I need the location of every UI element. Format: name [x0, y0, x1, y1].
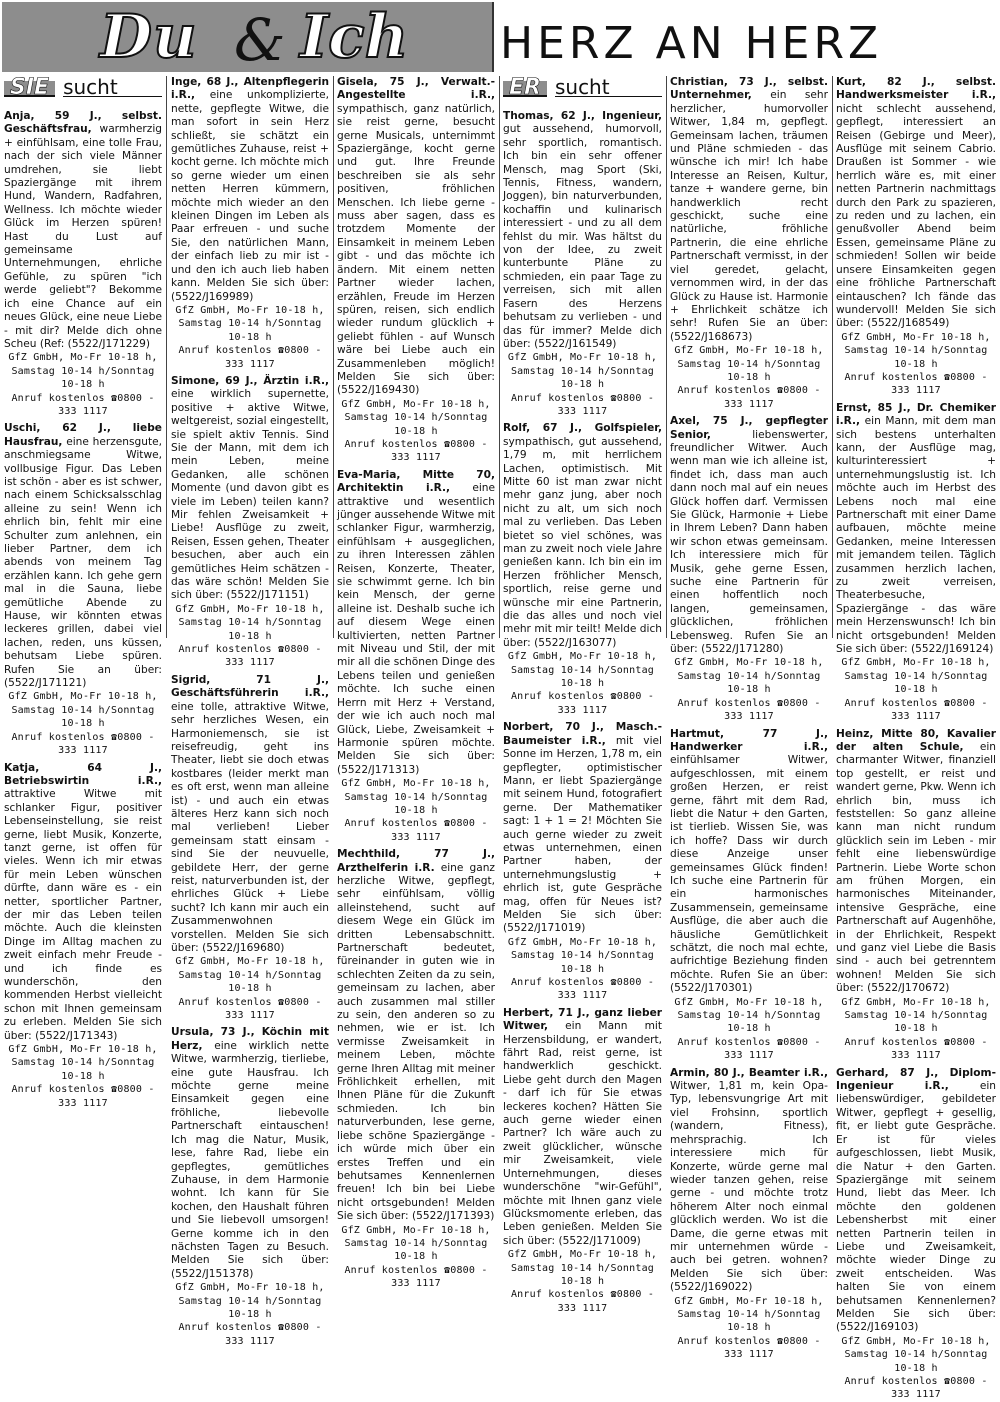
contact-line-2: Samstag 10-14 h/Sonntag 10-18 h — [844, 345, 988, 370]
contact-free-call: Anruf kostenlos — [677, 697, 771, 709]
contact-line-1: GfZ GmbH, Mo-Fr 10-18 h, — [341, 398, 491, 410]
ad-reference: (5522/J171019) — [503, 922, 586, 935]
ad-body: mit viel Sonne im Herzen, 1,78 m, ein gepflegter, optimistischer Mann, er liebt Spaziergänge mit seinem Hund, fotografiert gerne. Der Mathematiker sagt: 1 + 1 = 2! Möchten Sie auch gerne wieder zu zweit etwas unternehmen, einen Partner haben, der unternehmungslustig + ehrlich ist, gute Gespräche mag, offen für Neues ist? Melden Sie sich über: — [503, 734, 662, 921]
contact-line-3 — [670, 697, 828, 724]
contact-line-3 — [836, 1375, 996, 1402]
contact-free-call: Anruf kostenlos — [844, 697, 938, 709]
personal-ad — [337, 469, 495, 844]
contact-phone: 0800 - 333 1117 — [391, 438, 488, 464]
ad-reference: (5522/J171280) — [701, 643, 784, 656]
contact-line-3 — [503, 690, 662, 717]
ad-body: sympathisch, gut aussehend, 1,79 m, mit herrlichem Lachen, optimistisch. Mit Mitte 60 ist man zwar nicht mehr ganz jung, aber noch nicht zu alt, um sich noch mal zu verlieben. Das Leben bietet so viel schönes, was man zu zweit noch viele Jahre genießen kann. Ich bin ein im Herzen fröhlicher Mensch, sportlich, reise gerne und wünsche mir eine Partnerin, die das alles und noch viel mehr mit mir teilt! Melde dich über: — [503, 435, 662, 649]
contact-free-call: Anruf kostenlos — [344, 818, 438, 830]
contact-phone: 0800 - 333 1117 — [891, 1376, 988, 1401]
phone-icon: ☎ — [437, 1264, 451, 1276]
ad-text-block — [337, 469, 495, 777]
ad-text-block — [4, 762, 162, 1044]
ad-text-block — [503, 422, 662, 650]
contact-line-1: GfZ GmbH, Mo-Fr 10-18 h, — [507, 352, 658, 364]
ad-headline: Eva-Maria, Mitte 70, Architektin i.R., — [337, 468, 495, 495]
contact-line-2: Samstag 10-14 h/Sonntag 10-18 h — [844, 670, 988, 696]
ad-headline: Mechthild, 77 J., Arzthelferin i.R. — [337, 848, 495, 874]
ad-text-block — [836, 728, 996, 996]
ad-headline: Rolf, 67 J., Golfspieler, — [503, 422, 662, 435]
personal-ad — [4, 110, 162, 418]
contact-line-3 — [4, 392, 162, 419]
contact-phone: 0800 - 333 1117 — [225, 345, 322, 370]
column-er-3 — [836, 76, 997, 1401]
ad-text-block — [337, 76, 495, 398]
ad-reference: (5522/J169103) — [836, 1321, 919, 1334]
contact-line-2: Samstag 10-14 h/Sonntag 10-18 h — [178, 318, 322, 343]
contact-line-2: Samstag 10-14 h/Sonntag 10-18 h — [677, 358, 821, 383]
personal-ad — [836, 1067, 996, 1402]
contact-line-2: Samstag 10-14 h/Sonntag 10-18 h — [344, 1237, 488, 1263]
contact-line-1: GfZ GmbH, Mo-Fr 10-18 h, — [175, 603, 325, 615]
personal-ad — [503, 110, 662, 418]
ad-body: eine herzensgute, anschmiegsame Witwe, vollbusige Figur. Das Leben ist schön - aber es ist schwer, nach einem Schicksalsschlag alleine zu sein! Wenn ich ehrlich bin, fehlt mir eine Schulter zum anlehnen, ein lieber Partner, dem ich abends von meinem Tag erzählen kann. Ich gehe gern mal in die Sauna, liebe gemütliche Abende zu Hause, wir könnten etwas leckeres grillen, dabei viel lachen, reden, uns küssen, behutsam Liebe spüren. Rufen Sie an über: — [4, 435, 163, 676]
ad-text-block — [171, 375, 329, 603]
personal-ad — [171, 375, 329, 670]
contact-line-3 — [836, 1036, 996, 1063]
ad-headline: Gisela, 75 J., Verwalt.-Angestellte i.R., — [337, 76, 495, 102]
contact-line-2: Samstag 10-14 h/Sonntag 10-18 h — [344, 791, 488, 816]
contact-phone: 0800 - 333 1117 — [391, 818, 488, 843]
phone-icon: ☎ — [271, 1322, 285, 1334]
contact-free-call: Anruf kostenlos — [510, 1289, 605, 1301]
contact-free-call: Anruf kostenlos — [178, 1322, 272, 1334]
ad-reference: (5522/J169680) — [202, 942, 285, 954]
personal-ad — [503, 721, 662, 1003]
ad-reference: (5522/J163077) — [534, 636, 617, 649]
contact-line-2: Samstag 10-14 h/Sonntag 10-18 h — [677, 1308, 821, 1334]
ad-reference: (5522/J169124) — [911, 643, 994, 656]
ad-body: Witwer, 1,81 m, kein Opa-Typ, lebensvungrige Art mit viel Frohsinn, sportlich (wandern, Fitness), mehrsprachig. Ich interessiere mich für Konzerte, würde gerne mal wieder tanzen gehen, reise gerne - und möchte trotz höherem Alter noch einmal glücklich werden. Wo ist die Dame, die gerne etwas mit mir unternehmen würde - auch bei getren. wohnen? Melden Sie sich über: — [670, 1080, 828, 1280]
column-divider — [166, 76, 167, 638]
personal-ad — [836, 402, 996, 724]
ad-headline: Kurt, 82 J., selbst. Handwerksmeister i.R., — [836, 76, 996, 102]
masthead-du: Du — [100, 2, 198, 72]
contact-line-1: GfZ GmbH, Mo-Fr 10-18 h, — [841, 1335, 991, 1347]
ad-body: liebenswerter, freundlicher Witwer. Auch wenn man wie ich alleine ist, findet ich, dass man auch dann noch mal auf ein neues Glück hoffen darf. Vermissen Sie Glück, Harmonie + Liebe in Ihrem Leben? Dann haben wir schon etwas gemeinsam. Ich interessiere mich für Musik, gehe gerne Essen, suche eine Partnerin für einen hoffentlich noch langen, gemeinsamen, glücklichen, fröhlichen Lebensweg. Rufen Sie an über: — [670, 428, 828, 656]
contact-line-3 — [503, 976, 662, 1003]
phone-icon: ☎ — [937, 1036, 951, 1048]
contact-phone: 0800 - 333 1117 — [724, 697, 821, 723]
phone-icon: ☎ — [604, 977, 617, 988]
ad-reference: (5522/J171009) — [558, 1234, 641, 1247]
ad-text-block — [171, 1026, 329, 1281]
contact-line-1: GfZ GmbH, Mo-Fr 10-18 h, — [674, 996, 824, 1008]
contact-line-2: Samstag 10-14 h/Sonntag 10-18 h — [178, 1295, 322, 1320]
contact-line-3 — [171, 344, 329, 371]
contact-line-2: Samstag 10-14 h/Sonntag 10-18 h — [344, 412, 488, 437]
ad-text-block — [171, 76, 329, 304]
personal-ad — [670, 1067, 828, 1362]
contact-line-2: Samstag 10-14 h/Sonntag 10-18 h — [677, 670, 821, 696]
ad-headline: Armin, 80 J., Beamter i.R., — [670, 1066, 828, 1079]
contact-line-1: GfZ GmbH, Mo-Fr 10-18 h, — [8, 691, 158, 703]
ad-headline: Ernst, 85 J., Dr. Chemiker i.R., — [836, 401, 996, 428]
er-tag: ER — [503, 81, 547, 96]
ad-reference: (5522/J171313) — [337, 763, 420, 776]
ad-reference: (5522/J169989) — [171, 290, 254, 303]
contact-line-3 — [836, 371, 996, 398]
ad-body: ein sehr herzlicher, humorvoller Witwer, 1,84 m, gepflegt. Gemeinsam lachen, träumen und Pläne schmieden - das wünsche ich mir! Ich habe Interesse an Reisen, Kultur, tanze + wandere gerne, bin handwerklich recht geschickt, suche eine natürliche, fröhliche Partnerin, die eine ehrliche Partnerschaft vermisst, in der viel geredet, gelacht, vernommen wird, in der das Glück zu Hause ist. Harmonie + Ehrlichkeit schätze ich sehr! Rufen Sie an über: — [670, 89, 828, 330]
personal-ad — [337, 76, 495, 465]
ad-headline: Anja, 59 J., selbst. Geschäftsfrau, — [4, 110, 162, 136]
ad-body: ein charmanter Witwer, finanziell top gestellt, er reist und wandert gerne, Pkw. Wenn ich ehrlich bin, muss ich feststellen: So ganz alleine kann man nicht rundum glücklich sein im Leben - mir fehlt eine liebenswürdige Partnerin. Liebe Worte schon am frühen Morgen, ein harmonisches Miteinander, intensive Gespräche, eine Partnerschaft auf Augenhöhe, in der Ehrlichkeit, Respekt und ganz viel Liebe die Basis sind - auch bei getrenntem wohnen! Melden Sie sich über: — [836, 740, 996, 995]
ad-text-block — [836, 1067, 996, 1335]
masthead-ich: Ich — [300, 2, 409, 72]
sie-sucht-header — [4, 76, 162, 102]
personal-ad — [836, 76, 996, 398]
contact-line-1: GfZ GmbH, Mo-Fr 10-18 h, — [841, 657, 991, 669]
ad-text-block — [337, 848, 495, 1223]
ad-body: ein Mann, mit dem man sich bestens unterhalten kann, der Ausflüge mag, kulturinteressiert + unternehmungslustig ist. Ich möchte auch im Herbst des Lebens noch mal eine Partnerschaft mit einer Dame aufbauen, möchte meine Gedanken, meine Interessen mit jemandem teilen. Täglich zusammen herzlich lachen, zu zweit verreisen, Theaterbesuche, Spaziergänge - das wäre mein Herzenswunsch! Ich bin nicht ortsgebunden! Melden Sie sich über: — [836, 415, 997, 656]
ad-reference: (5522/J168549) — [867, 317, 950, 330]
contact-free-call: Anruf kostenlos — [844, 371, 938, 383]
sie-tag: SIE — [4, 81, 55, 96]
personal-ad — [670, 415, 828, 723]
ad-reference: (5522/J171121) — [4, 677, 87, 690]
ad-body: eine tolle, attraktive Witwe, sehr herzliches Wesen, ein Harmoniemensch, sie ist reisefreudig, geht ins Theater, liebt sie doch etwas kostbares (leider merkt man es oft erst, wenn man alleine ist) - und auch ein etwas älteres Herz kann sich noch mal verlieben! Lieber gemeinsam statt einsam - sind Sie der neuvuelle, gebildete Herr, der gerne reist, naturverbunden ist, der ehrliches Glück + Liebe sucht? Ich kann mir auch ein Zusammenwohnen vorstellen. Melden Sie sich über: — [171, 700, 329, 954]
contact-line-2: Samstag 10-14 h/Sonntag 10-18 h — [11, 704, 155, 730]
phone-icon: ☎ — [770, 1036, 784, 1048]
contact-line-3 — [4, 731, 162, 758]
masthead-ampersand: & — [234, 6, 286, 74]
contact-line-1: GfZ GmbH, Mo-Fr 10-18 h, — [175, 956, 325, 968]
contact-phone: 0800 - 333 1117 — [58, 1084, 155, 1109]
contact-phone: 0800 - 333 1117 — [225, 644, 322, 669]
contact-line-2: Samstag 10-14 h/Sonntag 10-18 h — [11, 1057, 155, 1082]
ad-headline: Ursula, 73 J., Köchin mit Herz, — [171, 1026, 329, 1052]
ad-text-block — [503, 721, 662, 936]
contact-free-call: Anruf kostenlos — [178, 996, 272, 1008]
contact-line-3 — [337, 438, 495, 465]
contact-free-call: Anruf kostenlos — [11, 392, 105, 404]
contact-line-3 — [503, 392, 662, 419]
contact-line-3 — [337, 1264, 495, 1291]
ad-headline: Axel, 75 J., gepflegter Senior, — [670, 415, 828, 441]
ad-headline: Herbert, 71 J., ganz lieber Witwer, — [503, 1006, 662, 1033]
ad-reference: (5522/J171151) — [226, 589, 309, 602]
ad-body: ein liebenswürdiger, gebildeter Witwer, gepflegt + gesellig, fit, er liebt gute Gespräche. Er ist für vieles aufgeschlossen, liebt Musik, die Natur + den Garten. Spaziergänge mit seinem Hund, liebt das Meer. Ich möchte den goldenen Lebensherbst mit einer netten Partnerin teilen in Liebe und Zweisamkeit, möchte wieder Dinge zu zweit entscheiden. Was halten Sie von einem behutsamen Kennenlernen? Melden Sie sich über: — [836, 1080, 996, 1320]
phone-icon: ☎ — [937, 1376, 951, 1387]
ad-text-block — [503, 110, 662, 351]
ad-body: eine wirklich supernette, positive + aktive Witwe, weltgereist, sozial eingestellt, sie spielt aktiv Tennis. Sind Sie der Mann, mit dem ich mein Leben, meine Gedanken, alle schönen Momente (und davon gibt es viele im Leben) teilen kann? Mir fehlen Zweisamkeit + Liebe! Ausflüge zu zweit, Reisen, Essen gehen, Theater besuchen, aber auch ein gemütliches Heim schätzen - das wäre schön! Melden Sie sich über: — [171, 388, 329, 602]
contact-line-3 — [670, 1036, 828, 1063]
contact-line-1: GfZ GmbH, Mo-Fr 10-18 h, — [507, 936, 658, 948]
contact-free-call: Anruf kostenlos — [510, 977, 605, 988]
phone-icon: ☎ — [770, 697, 784, 709]
ad-body: einfühlsamer Witwer, aufgeschlossen, mit einem großen Herzen, er reist gerne, fährt mit dem Rad, liebt die Natur + den Garten, ist tierlieb. Wissen Sie, was ich hoffe? Dass wir durch diese Anzeige unser gemeinsames Glück finden! Ich suche eine Partnerin für ein harmonisches Zusammensein, gemeinsame Ausflüge, die aber auch die häusliche Gemütlichkeit schätzt, die noch mal echte, aufrichtige Beziehung finden möchte. Rufen Sie an über: — [670, 754, 828, 981]
contact-line-2: Samstag 10-14 h/Sonntag 10-18 h — [178, 617, 322, 642]
phone-icon: ☎ — [104, 1084, 118, 1096]
contact-line-1: GfZ GmbH, Mo-Fr 10-18 h, — [341, 778, 491, 790]
contact-phone: 0800 - 333 1117 — [724, 1036, 821, 1062]
personal-ad — [503, 422, 662, 717]
contact-free-call: Anruf kostenlos — [11, 1084, 105, 1096]
ad-headline: Simone, 69 J., Ärztin i.R., — [171, 374, 329, 387]
sie-sucht-label: sucht — [63, 81, 162, 96]
contact-line-1: GfZ GmbH, Mo-Fr 10-18 h, — [674, 1295, 824, 1307]
contact-phone: 0800 - 333 1117 — [891, 371, 988, 397]
ad-text-block — [836, 402, 996, 657]
phone-icon: ☎ — [437, 818, 451, 830]
contact-free-call: Anruf kostenlos — [178, 644, 272, 656]
ad-body: attraktive Witwe mit schlanker Figur, positiver Lebenseinstellung, sie reist gerne, liebt Musik, Konzerte, tanzt gerne, ist offen für vieles. Wenn ich mir etwas für mein Leben wünschen dürfte, dann wäre es - ein netter, sportlicher Partner, der mir das Leben teilen möchte. Auch die kleinsten Dinge im Alltag machen zu zweit einfach mehr Freude - und ich finde es wunderschön, den kommenden Herbst vielleicht schon mit Ihnen gemeinsam zu erleben. Melden Sie sich über: — [4, 788, 162, 1042]
ad-headline: Norbert, 70 J., Masch.-Baumeister i.R., — [503, 721, 662, 747]
column-divider — [666, 76, 667, 638]
contact-line-2: Samstag 10-14 h/Sonntag 10-18 h — [510, 664, 655, 690]
ad-headline: Hartmut, 77 J., Handwerker i.R., — [670, 727, 828, 753]
ad-text-block — [836, 76, 996, 331]
contact-phone: 0800 - 333 1117 — [225, 1322, 322, 1347]
contact-phone: 0800 - 333 1117 — [891, 1036, 988, 1062]
contact-line-1: GfZ GmbH, Mo-Fr 10-18 h, — [841, 996, 991, 1008]
contact-line-2: Samstag 10-14 h/Sonntag 10-18 h — [844, 1349, 988, 1374]
personal-ad — [4, 762, 162, 1111]
ad-reference: (5522/J151378) — [171, 1267, 254, 1280]
personal-ad — [670, 76, 828, 411]
ad-text-block — [670, 415, 828, 656]
masthead-banner — [2, 2, 494, 72]
contact-line-3 — [171, 643, 329, 670]
contact-line-1: GfZ GmbH, Mo-Fr 10-18 h, — [841, 331, 991, 343]
phone-icon: ☎ — [604, 392, 617, 404]
ad-text-block — [670, 76, 828, 344]
column-sie-1 — [4, 75, 163, 1109]
contact-line-1: GfZ GmbH, Mo-Fr 10-18 h, — [674, 657, 824, 669]
contact-line-2: Samstag 10-14 h/Sonntag 10-18 h — [510, 1262, 655, 1287]
contact-free-call: Anruf kostenlos — [510, 691, 605, 703]
er-sucht-label: sucht — [555, 81, 662, 96]
contact-free-call: Anruf kostenlos — [11, 731, 105, 743]
contact-line-1: GfZ GmbH, Mo-Fr 10-18 h, — [674, 345, 824, 357]
ad-headline: Sigrid, 71 J., Geschäftsführerin i.R., — [171, 673, 329, 700]
ad-headline: Uschi, 62 J., liebe Hausfrau, — [4, 422, 162, 448]
ad-reference: (5522/J171393) — [412, 1210, 495, 1223]
contact-phone: 0800 - 333 1117 — [724, 1335, 821, 1361]
contact-free-call: Anruf kostenlos — [844, 1036, 938, 1048]
column-er-2 — [670, 76, 828, 1361]
contact-line-3 — [670, 384, 828, 411]
ad-body: eine attraktive und wesentlich jünger aussehende Witwe mit schlanker Figur, warmherzig, einfühlsam + ausgeglichen, zu ihren Interessen zählen Reisen, Konzerte, Theater, sie schwimmt gerne. Ich bin kein Mensch, der gerne alleine ist. Deshalb suche ich auf diesem Wege einen kultivierten, netten Partner mit Niveau und Stil, der mit mir all die schönen Dinge des Lebens teilen und genießen möchte. Ich suche einen Herrn mit Herz + Verstand, der wie ich auch noch mal Glück, Liebe, Zweisamkeit + Harmonie spüren möchte. Melden Sie sich über: — [337, 482, 496, 763]
phone-icon: ☎ — [604, 1289, 617, 1301]
personal-ad — [171, 76, 329, 371]
contact-line-2: Samstag 10-14 h/Sonntag 10-18 h — [510, 365, 655, 391]
contact-phone: 0800 - 333 1117 — [557, 691, 655, 716]
personal-ad — [503, 1007, 662, 1315]
contact-line-1: GfZ GmbH, Mo-Fr 10-18 h, — [507, 1249, 658, 1261]
contact-free-call: Anruf kostenlos — [677, 1036, 771, 1048]
phone-icon: ☎ — [271, 996, 285, 1008]
contact-free-call: Anruf kostenlos — [844, 1376, 938, 1387]
ad-reference: (5522/J171343) — [35, 1029, 118, 1042]
contact-free-call: Anruf kostenlos — [510, 392, 605, 404]
ad-body: eine ganz herzliche Witwe, gepflegt, sehr einfühlsam, völlig alleinstehend, sucht auf diesem Wege ein Glück im dritten Lebensabschnitt. Partnerschaft bedeutet, füreinander in guten wie in schlechten Zeiten da zu sein, gemeinsam zu lachen, aber auch zusammen mal stiller zu sein, den anderen so zu nehmen, wie er ist. Ich vermisse Zweisamkeit in meinem Leben, möchte gerne Ihren Alltag mit meiner Fröhlichkeit erhellen, mit Ihnen Pläne für die Zukunft schmieden. Ich bin naturverbunden, lese gerne, liebe schöne Spaziergänge - ich würde mich über ein erstes Treffen und ein behutsames Kennenlernen freuen! Ich bin bei Liebe nicht ortsgebunden! Melden Sie sich über: — [337, 861, 495, 1223]
phone-icon: ☎ — [271, 644, 285, 656]
column-sie-3 — [337, 76, 496, 1290]
contact-phone: 0800 - 333 1117 — [557, 392, 655, 417]
phone-icon: ☎ — [104, 731, 118, 743]
ad-headline: Gerhard, 87 J., Diplom-Ingenieur i.R., — [836, 1066, 996, 1093]
contact-line-3 — [4, 1083, 162, 1110]
contact-line-2: Samstag 10-14 h/Sonntag 10-18 h — [677, 1010, 821, 1035]
contact-line-1: GfZ GmbH, Mo-Fr 10-18 h, — [341, 1224, 491, 1236]
contact-free-call: Anruf kostenlos — [344, 1264, 438, 1276]
contact-phone: 0800 - 333 1117 — [557, 1289, 655, 1314]
contact-line-3 — [171, 996, 329, 1023]
phone-icon: ☎ — [437, 438, 451, 450]
personal-ad — [171, 1026, 329, 1348]
personal-ad — [670, 728, 828, 1063]
ad-body: sympathisch, ganz natürlich, sie reist gerne, besucht gerne Musicals, unternimmt Spaziergänge, kocht gerne und gut. Ihre Freunde beschreiben sie als sehr positiven, fröhlichen Menschen. Ich liebe gerne - muss aber sagen, dass es trotzdem Momente der Einsamkeit in meinem Leben gibt - und das möchte ich ändern. Mit einem netten Partner wieder lachen, erzählen, Freude im Herzen spüren, reisen, sich endlich wieder rundum glücklich + geliebt fühlen - auf Wunsch wäre bei Liebe auch ein Zusammenleben möglich! Melden Sie sich über: — [337, 102, 495, 383]
contact-phone: 0800 - 333 1117 — [225, 996, 322, 1022]
phone-icon: ☎ — [937, 697, 951, 709]
ad-text-block — [670, 1067, 828, 1295]
personal-ad — [4, 422, 162, 757]
ad-body: warmherzig + einfühlsam, eine tolle Frau, nach der sich viele Männer umdrehen, sie liebt Spaziergänge mit ihrem Hund, Wandern, Radfahren, Wellness. Ich möchte wieder Glück im Herzen spüren! Hast du Lust auf gemeinsame Unternehmungen, ehrliche Gefühle, zu spüren "ich werde geliebt"? Bekomme ich eine Chance auf ein neues Glück, eine neue Liebe - mit dir? Melde dich ohne Scheu (Ref: (5522/J171229) — [4, 123, 162, 350]
contact-line-1: GfZ GmbH, Mo-Fr 10-18 h, — [8, 1044, 158, 1056]
ad-text-block — [670, 728, 828, 996]
contact-phone: 0800 - 333 1117 — [58, 731, 155, 757]
contact-line-3 — [503, 1288, 662, 1315]
phone-icon: ☎ — [604, 691, 617, 703]
contact-line-2: Samstag 10-14 h/Sonntag 10-18 h — [844, 1010, 988, 1035]
ad-reference: (5522/J170672) — [867, 982, 950, 995]
contact-phone: 0800 - 333 1117 — [58, 392, 155, 417]
ad-headline: Christian, 73 J., selbst. Unternehmer, — [670, 76, 828, 102]
contact-phone: 0800 - 333 1117 — [891, 697, 988, 723]
column-sie-2 — [171, 76, 330, 1347]
contact-phone: 0800 - 333 1117 — [391, 1264, 488, 1290]
contact-line-2: Samstag 10-14 h/Sonntag 10-18 h — [178, 969, 322, 995]
contact-line-1: GfZ GmbH, Mo-Fr 10-18 h, — [8, 352, 158, 364]
ad-body: gut aussehend, humorvoll, sehr sportlich, romantisch. Ich bin ein sehr offener Mensch, mag Sport (Ski, Tennis, Fitness, wandern, Joggen), bin naturverbunden, kochaffin und kulinarisch interessiert - und zu all dem fehlst du mir. Was hältst du von der Idee, zu zweit kunterbunte Pläne zu schmieden, ein paar Tage zu verreisen, sich mit allen Fasern des Herzens behutsam zu verlieben - und das für immer? Melde dich über: — [503, 123, 662, 350]
ad-headline: Inge, 68 J., Altenpflegerin i.R., — [171, 76, 329, 102]
contact-line-2: Samstag 10-14 h/Sonntag 10-18 h — [11, 365, 155, 391]
column-er-1 — [503, 75, 663, 1314]
ad-reference: (5522/J170301) — [670, 982, 753, 995]
ad-body: eine unkomplizierte, nette, gepflegte Witwe, die man sofort in sein Herz schließt, sie schätzt ein gemütliches Zuhause, reist + kocht gerne. Ich möchte mich so gerne wieder um einen netten Herren kümmern, möchte mich wieder an den kleinen Dingen im Leben als Paar erfreuen - und suche Sie, den natürlichen Mann, der einfach lieb zu mir ist - und den ich auch lieb haben kann. Melden Sie sich über: — [171, 89, 330, 290]
phone-icon: ☎ — [770, 385, 784, 397]
contact-free-call: Anruf kostenlos — [344, 438, 438, 450]
phone-icon: ☎ — [271, 345, 285, 357]
contact-free-call: Anruf kostenlos — [178, 345, 272, 357]
ad-text-block — [503, 1007, 662, 1248]
phone-icon: ☎ — [937, 371, 951, 383]
ad-reference: (5522/J168673) — [670, 330, 753, 343]
masthead — [0, 0, 1000, 76]
ad-headline: Heinz, Mitte 80, Kavalier der alten Schule, — [836, 727, 996, 753]
ad-text-block — [171, 674, 329, 956]
personal-ad — [836, 728, 996, 1063]
ad-body: ein Mann mit Herzensbildung, er wandert, fährt Rad, reist gerne, ist handwerklich geschickt. Liebe geht durch den Magen - darf ich für Sie etwas leckeres kochen? Hätten Sie auch gerne wieder einen Partner? Ich wäre auch zu zweit glücklicher, wünsche mir Zweisamkeit, viele Unternehmungen, dieses wunderschöne "wir-Gefühl", möchte mit Ihnen ganz viele Glücksmomente erleben, das Leben genießen. Melden Sie sich über: — [503, 1020, 663, 1247]
contact-free-call: Anruf kostenlos — [677, 385, 771, 397]
contact-line-3 — [670, 1335, 828, 1362]
personal-ad — [171, 674, 329, 1023]
contact-line-2: Samstag 10-14 h/Sonntag 10-18 h — [510, 950, 655, 975]
phone-icon: ☎ — [770, 1335, 784, 1347]
contact-line-1: GfZ GmbH, Mo-Fr 10-18 h, — [175, 304, 325, 316]
er-sucht-header — [503, 76, 662, 102]
contact-free-call: Anruf kostenlos — [677, 1335, 771, 1347]
contact-line-3 — [836, 697, 996, 724]
column-divider — [333, 76, 334, 638]
masthead-herz-an-herz: HERZ AN HERZ — [500, 18, 883, 69]
contact-line-3 — [171, 1321, 329, 1348]
ad-text-block — [4, 110, 162, 351]
column-divider — [832, 76, 833, 638]
ad-text-block — [4, 422, 162, 690]
personal-ad — [337, 848, 495, 1290]
ad-reference: (5522/J161549) — [534, 337, 617, 350]
ad-body: nicht schlecht aussehend, gepflegt, interessiert an Reisen (Gebirge und Meer), Ausflüge mit seinem Cabrio. Draußen ist Sommer - wie herrlich wäre es, mit einer netten Partnerin nachmittags durch den Park zu spazieren, zu reden und zu lachen, ein genußvoller Abend beim Essen, gemeinsame Pläne zu schmieden! Sollen wir beide unsere Einsamkeiten gegen eine fröhliche Partnerschaft eintauschen? Ich fände das wundervoll! Melden Sie sich über: — [836, 102, 996, 330]
ad-body: eine wirklich nette Witwe, warmherzig, tierliebe, eine gute Hausfrau. Ich möchte gerne meine Einsamkeit gegen eine fröhliche, liebevolle Partnerschaft eintauschen! Ich mag die Natur, Musik, lese, fahre Rad, liebe ein gepflegtes, gemütliches Zuhause, in dem Harmonie wohnt. Ich kann für Sie kochen, den Haushalt führen und Sie liebevoll umsorgen! Gerne komme ich in den nächsten Tagen zu Besuch. Melden Sie sich über: — [171, 1039, 329, 1267]
ad-reference: (5522/J169430) — [337, 384, 420, 397]
column-divider — [499, 76, 500, 638]
ad-headline: Thomas, 62 J., Ingenieur, — [503, 110, 662, 122]
phone-icon: ☎ — [104, 392, 118, 404]
contact-line-1: GfZ GmbH, Mo-Fr 10-18 h, — [175, 1282, 325, 1294]
contact-phone: 0800 - 333 1117 — [557, 977, 655, 1002]
contact-line-1: GfZ GmbH, Mo-Fr 10-18 h, — [507, 651, 658, 663]
ad-headline: Katja, 64 J., Betriebswirtin i.R., — [4, 761, 162, 787]
contact-phone: 0800 - 333 1117 — [724, 385, 821, 410]
ad-reference: (5522/J169022) — [670, 1281, 753, 1294]
contact-line-3 — [337, 817, 495, 844]
